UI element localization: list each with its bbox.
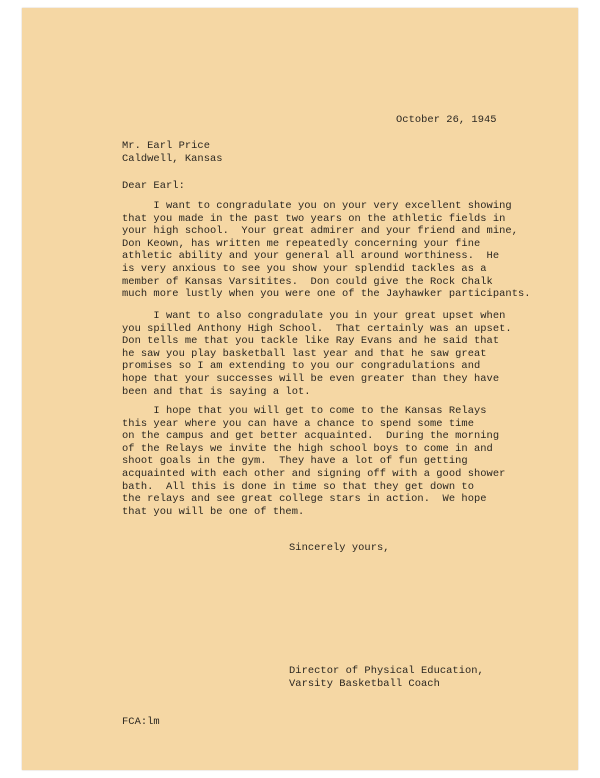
paragraph-line: I want to congradulate you on your very excellent showing [122,200,512,212]
typist-initials: FCA:lm [122,716,160,728]
paragraph-line: you spilled Anthony High School. That certainly was an upset. [122,322,512,335]
closing: Sincerely yours, [289,542,390,554]
paragraph-line: your high school. Your great admirer and your friend and mine, [122,225,518,238]
paragraph-line: athletic ability and your general all around worthiness. He [122,250,500,263]
paragraph-line: I want to also congradulate you in your great upset when [122,310,506,322]
letter-date: October 26, 1945 [396,114,497,126]
paragraph-line: Don Keown, has written me repeatedly concerning your fine [122,237,481,250]
paragraph-line: that you will be one of them. [122,505,305,518]
paragraph-line: is very anxious to see you show your splendid tackles as a [122,262,487,275]
body-paragraph-1 [122,200,531,301]
paragraph-line: Don tells me that you tackle like Ray Evans and he said that [122,335,500,348]
paragraph-line: he saw you play basketball last year and that he saw great [122,347,487,360]
paragraph-line: been and that is saying a lot. [122,385,311,398]
signature-title-2: Varsity Basketball Coach [289,678,440,690]
recipient-name: Mr. Earl Price [122,140,210,152]
paragraph-line: on the campus and get better acquainted. During the morning [122,430,500,443]
paragraph-line: this year where you can have a chance to spend some time [122,417,474,430]
paragraph-line: acquainted with each other and signing off with a good shower [122,467,506,480]
paragraph-line: of the Relays we invite the high school boys to come in and [122,442,493,455]
paragraph-line: I hope that you will get to come to the Kansas Relays [122,405,487,417]
signature-title-1: Director of Physical Education, [289,665,484,677]
recipient-location: Caldwell, Kansas [122,153,223,165]
salutation: Dear Earl: [122,180,185,192]
paragraph-line: bath. All this is done in time so that they get down to [122,480,474,493]
paragraph-line: that you made in the past two years on the athletic fields in [122,212,506,225]
paragraph-line: member of Kansas Varsitites. Don could give the Rock Chalk [122,275,493,288]
paragraph-line: hope that your successes will be even greater than they have [122,372,500,385]
paragraph-line: the relays and see great college stars in action. We hope [122,493,487,506]
paragraph-line: much more lustly when you were one of the Jayhawker participants. [122,288,531,301]
paragraph-line: promises so I am extending to you our congradulations and [122,360,481,373]
paragraph-line: shoot goals in the gym. They have a lot of fun getting [122,455,468,468]
body-paragraph-2 [122,310,512,398]
body-paragraph-3 [122,405,505,518]
